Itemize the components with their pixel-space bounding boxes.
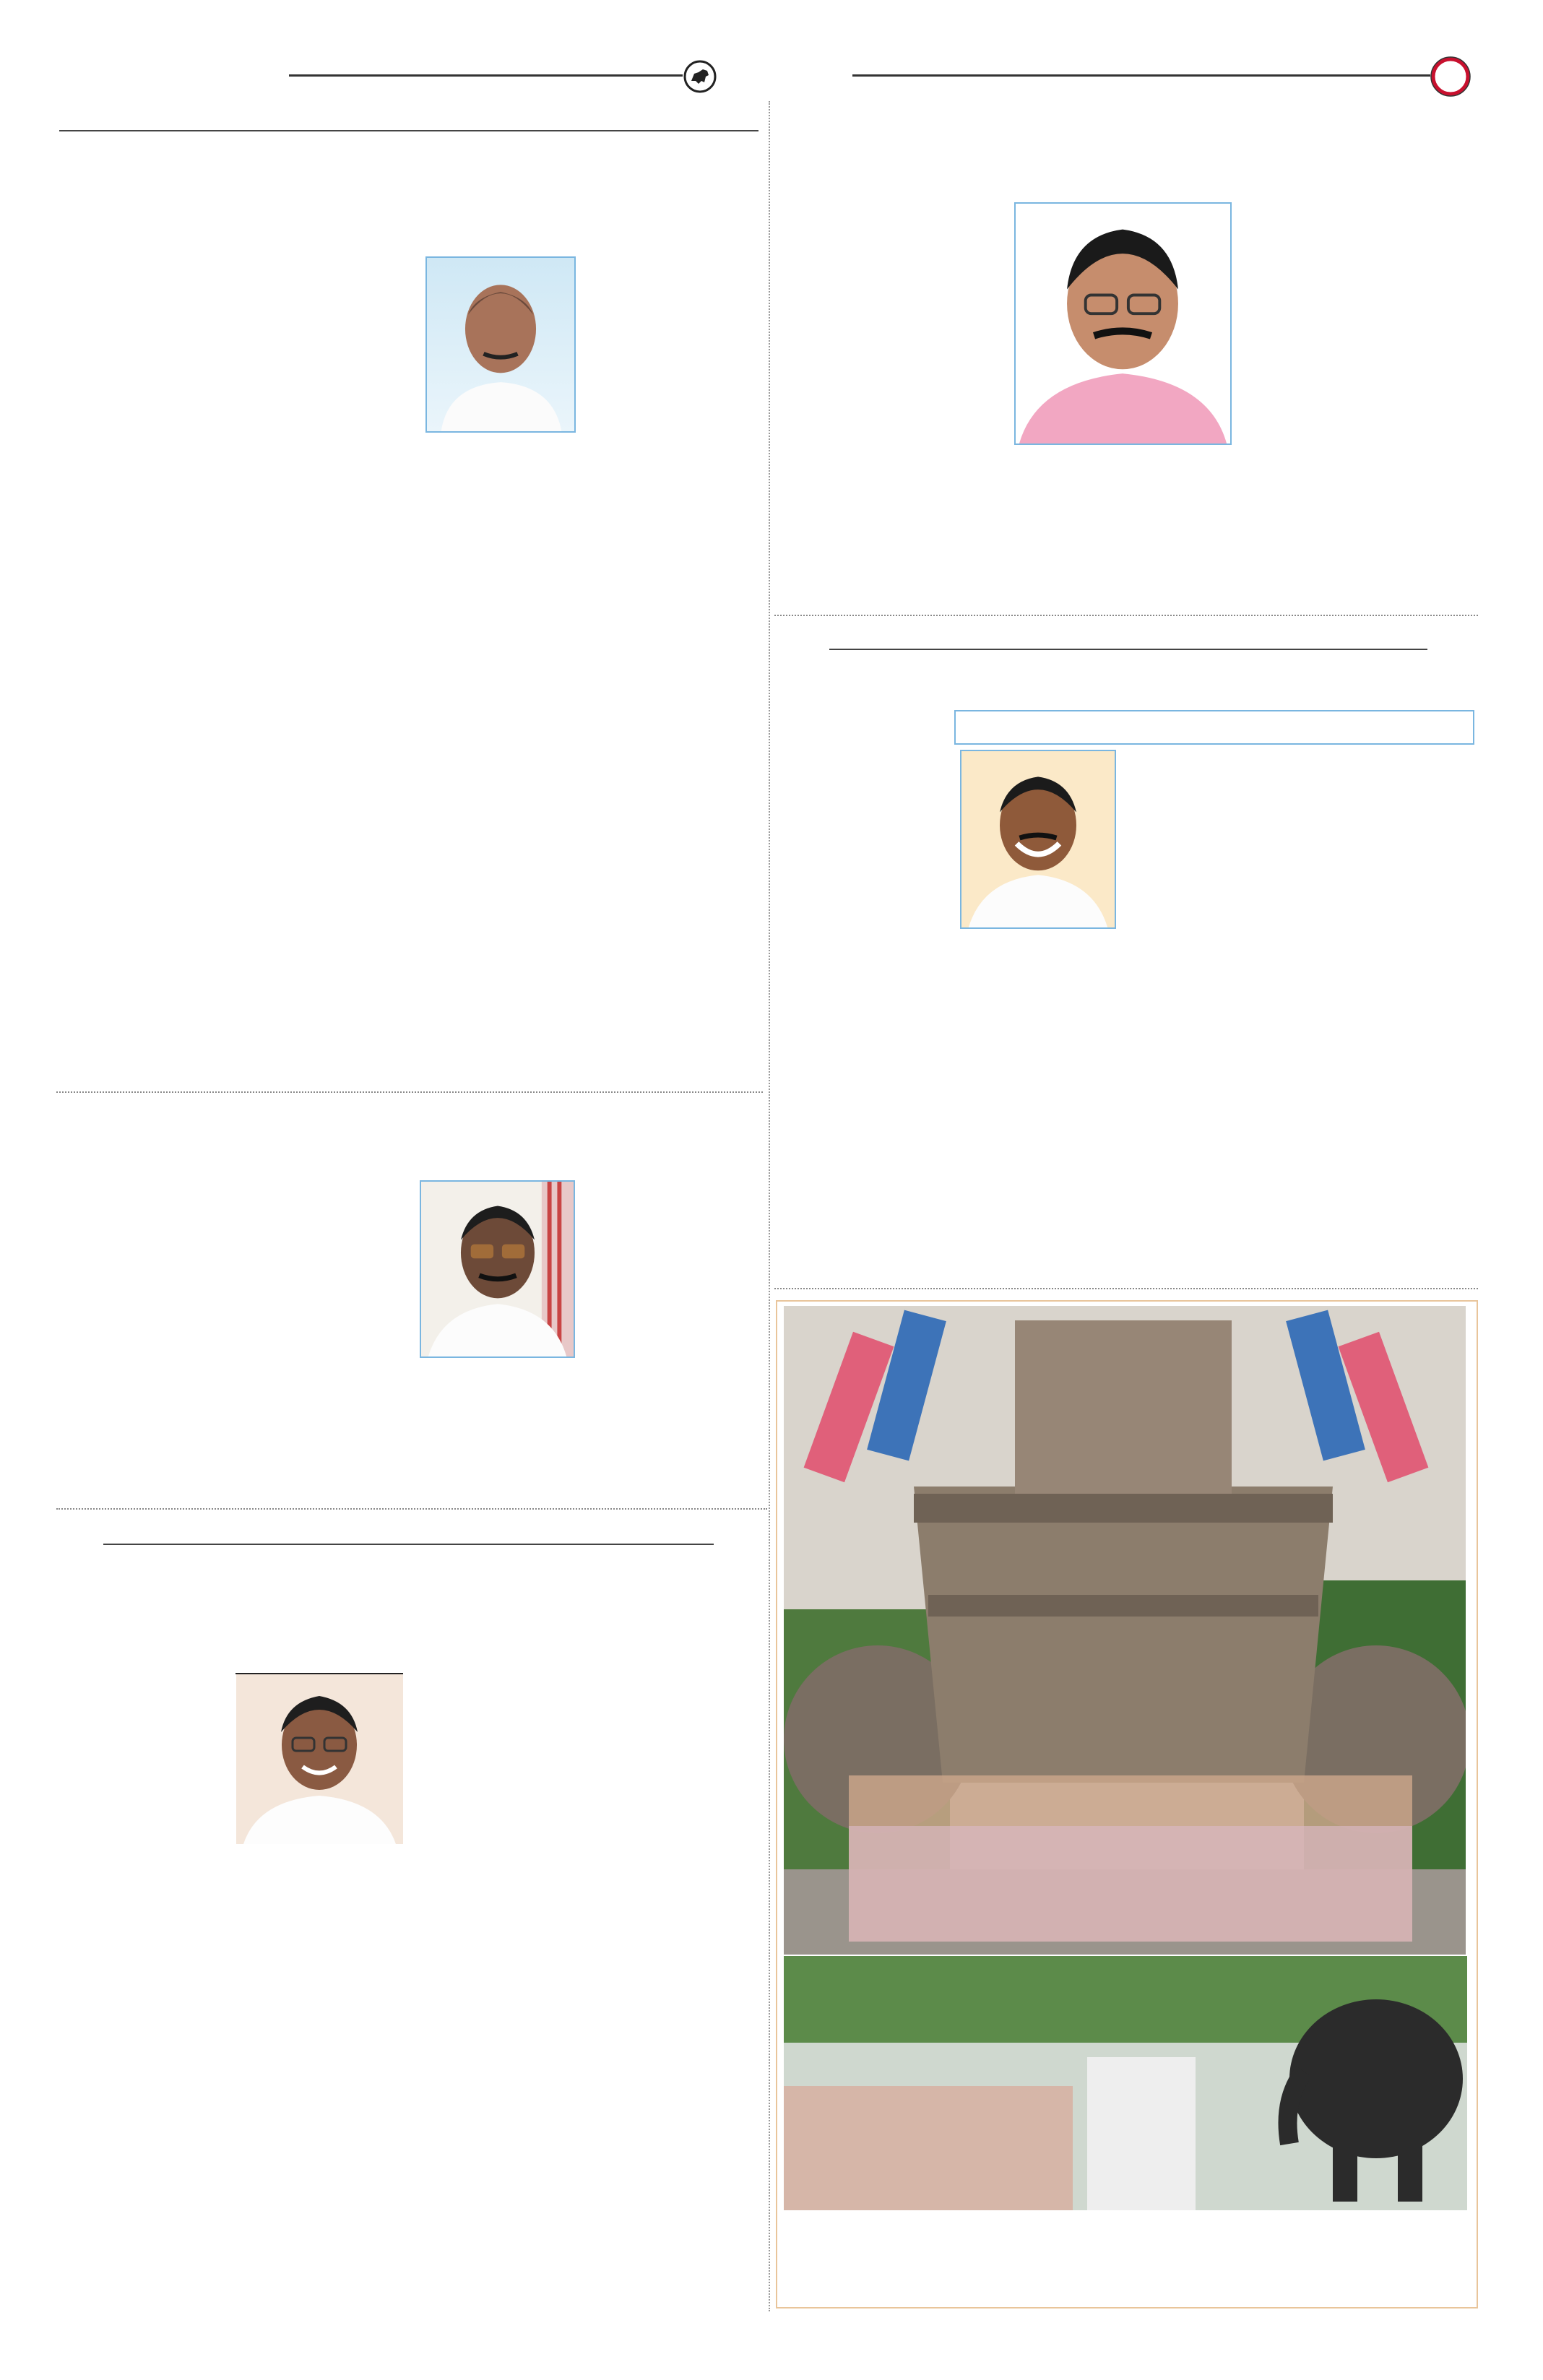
portrait-spectacled-man-photo <box>420 1180 575 1358</box>
right-story2-subhead-box <box>954 710 1474 745</box>
temple-chariot-students-photo <box>784 1306 1466 1955</box>
bull-emblem-icon <box>683 59 717 94</box>
story1-bottom-divider <box>56 1091 763 1093</box>
header-rule-left <box>289 74 683 77</box>
right-story1-bottom-divider <box>774 615 1478 616</box>
portrait-bald-man-photo <box>425 256 576 433</box>
portrait-smiling-man-photo <box>236 1674 403 1844</box>
story1-top-rule <box>59 130 758 131</box>
right-story2-top-rule <box>829 649 1427 650</box>
portrait-pink-shirt-man-photo <box>1014 202 1232 445</box>
portrait-laughing-man-photo <box>960 750 1116 929</box>
story3-top-rule <box>103 1544 714 1545</box>
story2-bottom-divider <box>56 1508 767 1510</box>
column-divider <box>769 101 770 2311</box>
elephant-statue-students-photo <box>784 1956 1467 2210</box>
header-rule-right <box>852 74 1430 77</box>
red-ring-icon <box>1430 56 1471 97</box>
right-story2-bottom-divider <box>774 1288 1478 1289</box>
